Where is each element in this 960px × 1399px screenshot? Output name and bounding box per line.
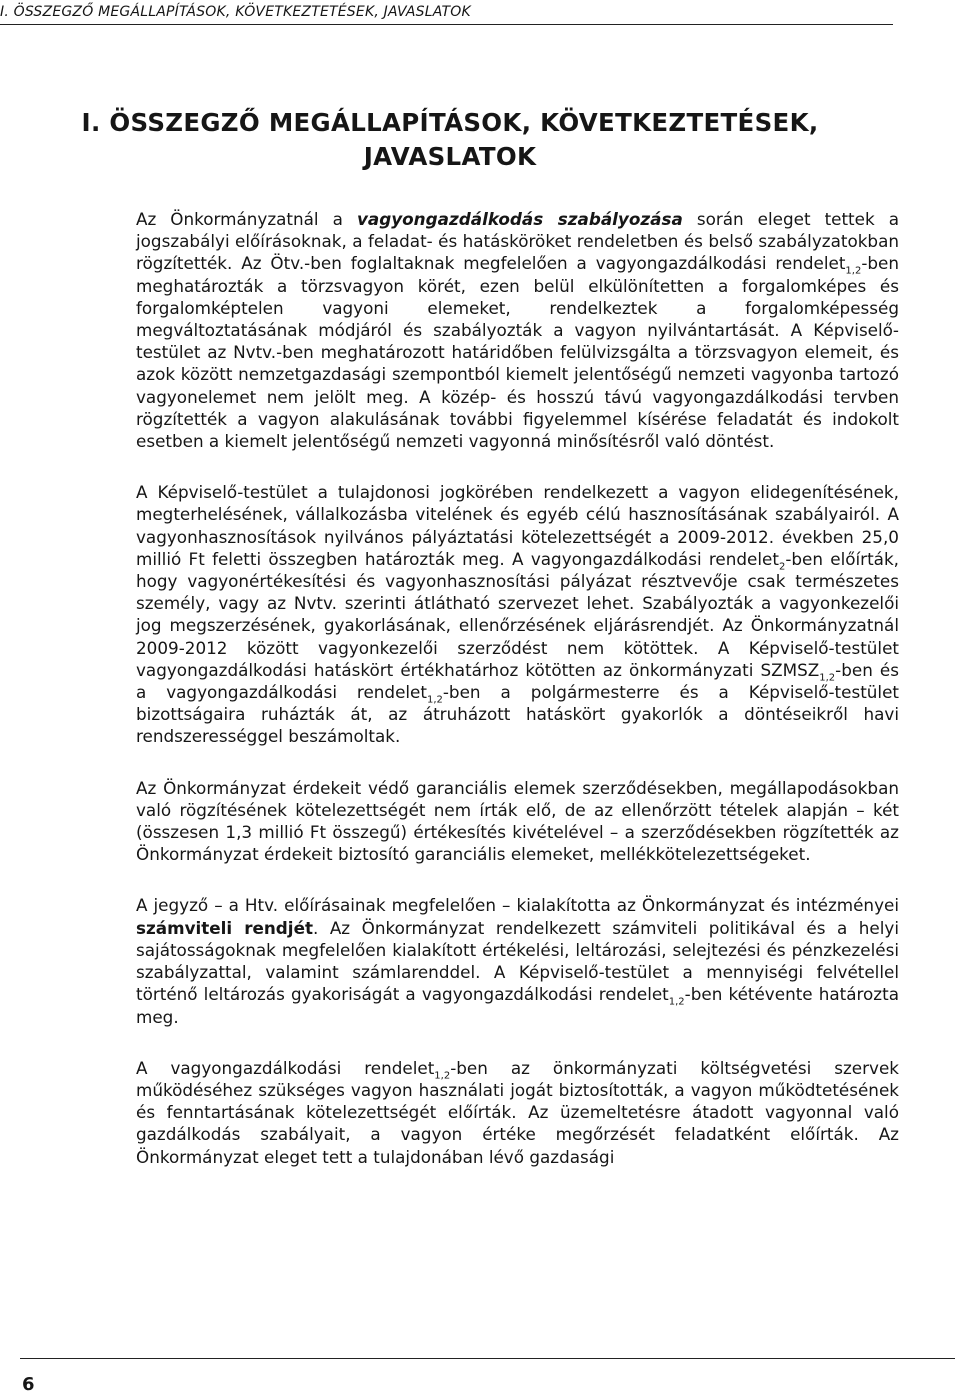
paragraph-2 bbox=[136, 481, 899, 747]
paragraph-5-text-a: A vagyongazdálkodási rendelet bbox=[136, 1057, 435, 1078]
document-body bbox=[136, 208, 899, 1168]
subscript: 1,2 bbox=[434, 1070, 451, 1082]
paragraph-1-text-c: -ben meghatározták a törzsvagyon körét, ezen belül elkülönítetten a forgalomképes és forgalomképtelen vagyoni elemeket, rendelkeztek a forgalomképesség megváltoztatásának módjáról és szabályozták a vagyon nyilvántartását. A Képviselő-testület az Nvtv.-ben meghatározott határidőben felülvizsgálta a törzsvagyon elemeit, és azok között nemzetgazdasági szempontból kiemelt jelentőségű nemzeti vagyonba tartozó vagyonelemet nem jelölt meg. A közép- és hosszú távú vagyongazdálkodási tervben rögzítették a vagyon alakulásának további figyelemmel kísérése feladatát és indokolt esetben a kiemelt jelentőségű nemzeti vagyonná minősítésről való döntést. bbox=[136, 253, 899, 452]
paragraph-2-text-c: -ben és a vagyongazdálkodási rendelet bbox=[136, 659, 899, 703]
paragraph-4-text-b: . Az Önkormányzat rendelkezett számviteli politikával és a helyi sajátosságoknak megfelelően kialakított értékelési, leltározási, selejtezési és pénzkezelési szabályzattal, valamint számlarenddel. A Képviselő-testület a mennyiségi felvétellel történő leltározás gyakoriságát a vagyongazdálkodási rendelet bbox=[136, 917, 899, 1005]
paragraph-4 bbox=[136, 894, 899, 1027]
paragraph-2-text-d: -ben a polgármesterre és a Képviselő-testület bizottságaira ruházták át, az átruházott hatáskört gyakorlók a döntéseikről havi rendszerességgel beszámoltak. bbox=[136, 682, 899, 747]
subscript: 1,2 bbox=[819, 672, 836, 684]
paragraph-1-text-b: során eleget tettek a jogszabályi előírásoknak, a feladat- és hatásköröket rendeletben és belső szabályzatokban rögzítették. Az Ötv.-ben foglaltaknak megfelelően a vagyongazdálkodási rendelet bbox=[136, 209, 899, 274]
subscript: 1,2 bbox=[426, 694, 443, 706]
section-title: I. ÖSSZEGZŐ MEGÁLLAPÍTÁSOK, KÖVETKEZTETÉSEK, JAVASLATOK bbox=[81, 108, 819, 171]
running-header: I. ÖSSZEGZŐ MEGÁLLAPÍTÁSOK, KÖVETKEZTETÉSEK, JAVASLATOK bbox=[0, 4, 471, 20]
paragraph-3: Az Önkormányzat érdekeit védő garanciális elemek szerződésekben, megállapodásokban való rögzítésének kötelezettségét nem írták elő, de az ellenőrzött tételek alapján – két (összesen 1,3 millió Ft összegű) értékesítés kivételével – a szerződésekben rögzítették az Önkormányzat érdekeit biztosító garanciális elemeket, mellékkötelezettségeket. bbox=[136, 777, 899, 865]
subscript: 2 bbox=[778, 561, 786, 573]
paragraph-1 bbox=[136, 208, 899, 452]
paragraph-2-text-a: A Képviselő-testület a tulajdonosi jogkörében rendelkezett a vagyon elidegenítésének, megterhelésének, vállalkozásba vitelének és egyéb célú hasznosításának szabályairól. A vagyonhasznosítások nyilvános pályáztatási kötelezettségét a 2009-2012. években 25,0 millió Ft feletti összegben határozták meg. A vagyongazdálkodási rendelet bbox=[136, 482, 899, 569]
paragraph-4-text-a: A jegyző – a Htv. előírásainak megfelelően – kialakította az Önkormányzat és intézményei bbox=[136, 895, 899, 916]
emphasis-vagyongazdalkodas: vagyongazdálkodás szabályozása bbox=[356, 209, 683, 229]
paragraph-2-text-b: -ben előírták, hogy vagyonértékesítési és vagyonhasznosítási pályázat résztvevője csak természetes személy, vagy az Nvtv. szerinti átlátható szervezet lehet. Szabályozták a vagyonkezelői jog megszerzésének, gyakorlásának, ellenőrzésének eljárásrendjét. Az Önkormányzatnál 2009-2012 között vagyonkezelői szerződést nem kötöttek. A Képviselő-testület vagyongazdálkodási hatáskört értékhatárhoz kötötten az önkormányzati SZMSZ bbox=[136, 548, 900, 680]
footer-divider bbox=[20, 1358, 955, 1359]
page-number: 6 bbox=[22, 1374, 35, 1395]
paragraph-5-text-b: -ben az önkormányzati költségvetési szervek működéséhez szükséges vagyon használati jogát biztosították, a vagyon működtetésének és fenntartásának kötelezettségét előírták. Az üzemeltetésre átadott vagyonnal való gazdálkodás szabályait, a vagyon értéke megőrzését feladatként előírták. Az Önkormányzat eleget tett a tulajdonában lévő gazdasági bbox=[136, 1057, 900, 1167]
paragraph-1-text-a: Az Önkormányzatnál a bbox=[136, 209, 357, 229]
subscript: 1,2 bbox=[845, 265, 862, 277]
header-divider bbox=[0, 24, 893, 25]
paragraph-4-text-c: -ben kétévente határozta meg. bbox=[136, 984, 899, 1027]
paragraph-5 bbox=[136, 1057, 899, 1168]
subscript: 1,2 bbox=[668, 996, 685, 1008]
emphasis-szamviteli-rendjet: számviteli rendjét bbox=[136, 917, 313, 938]
